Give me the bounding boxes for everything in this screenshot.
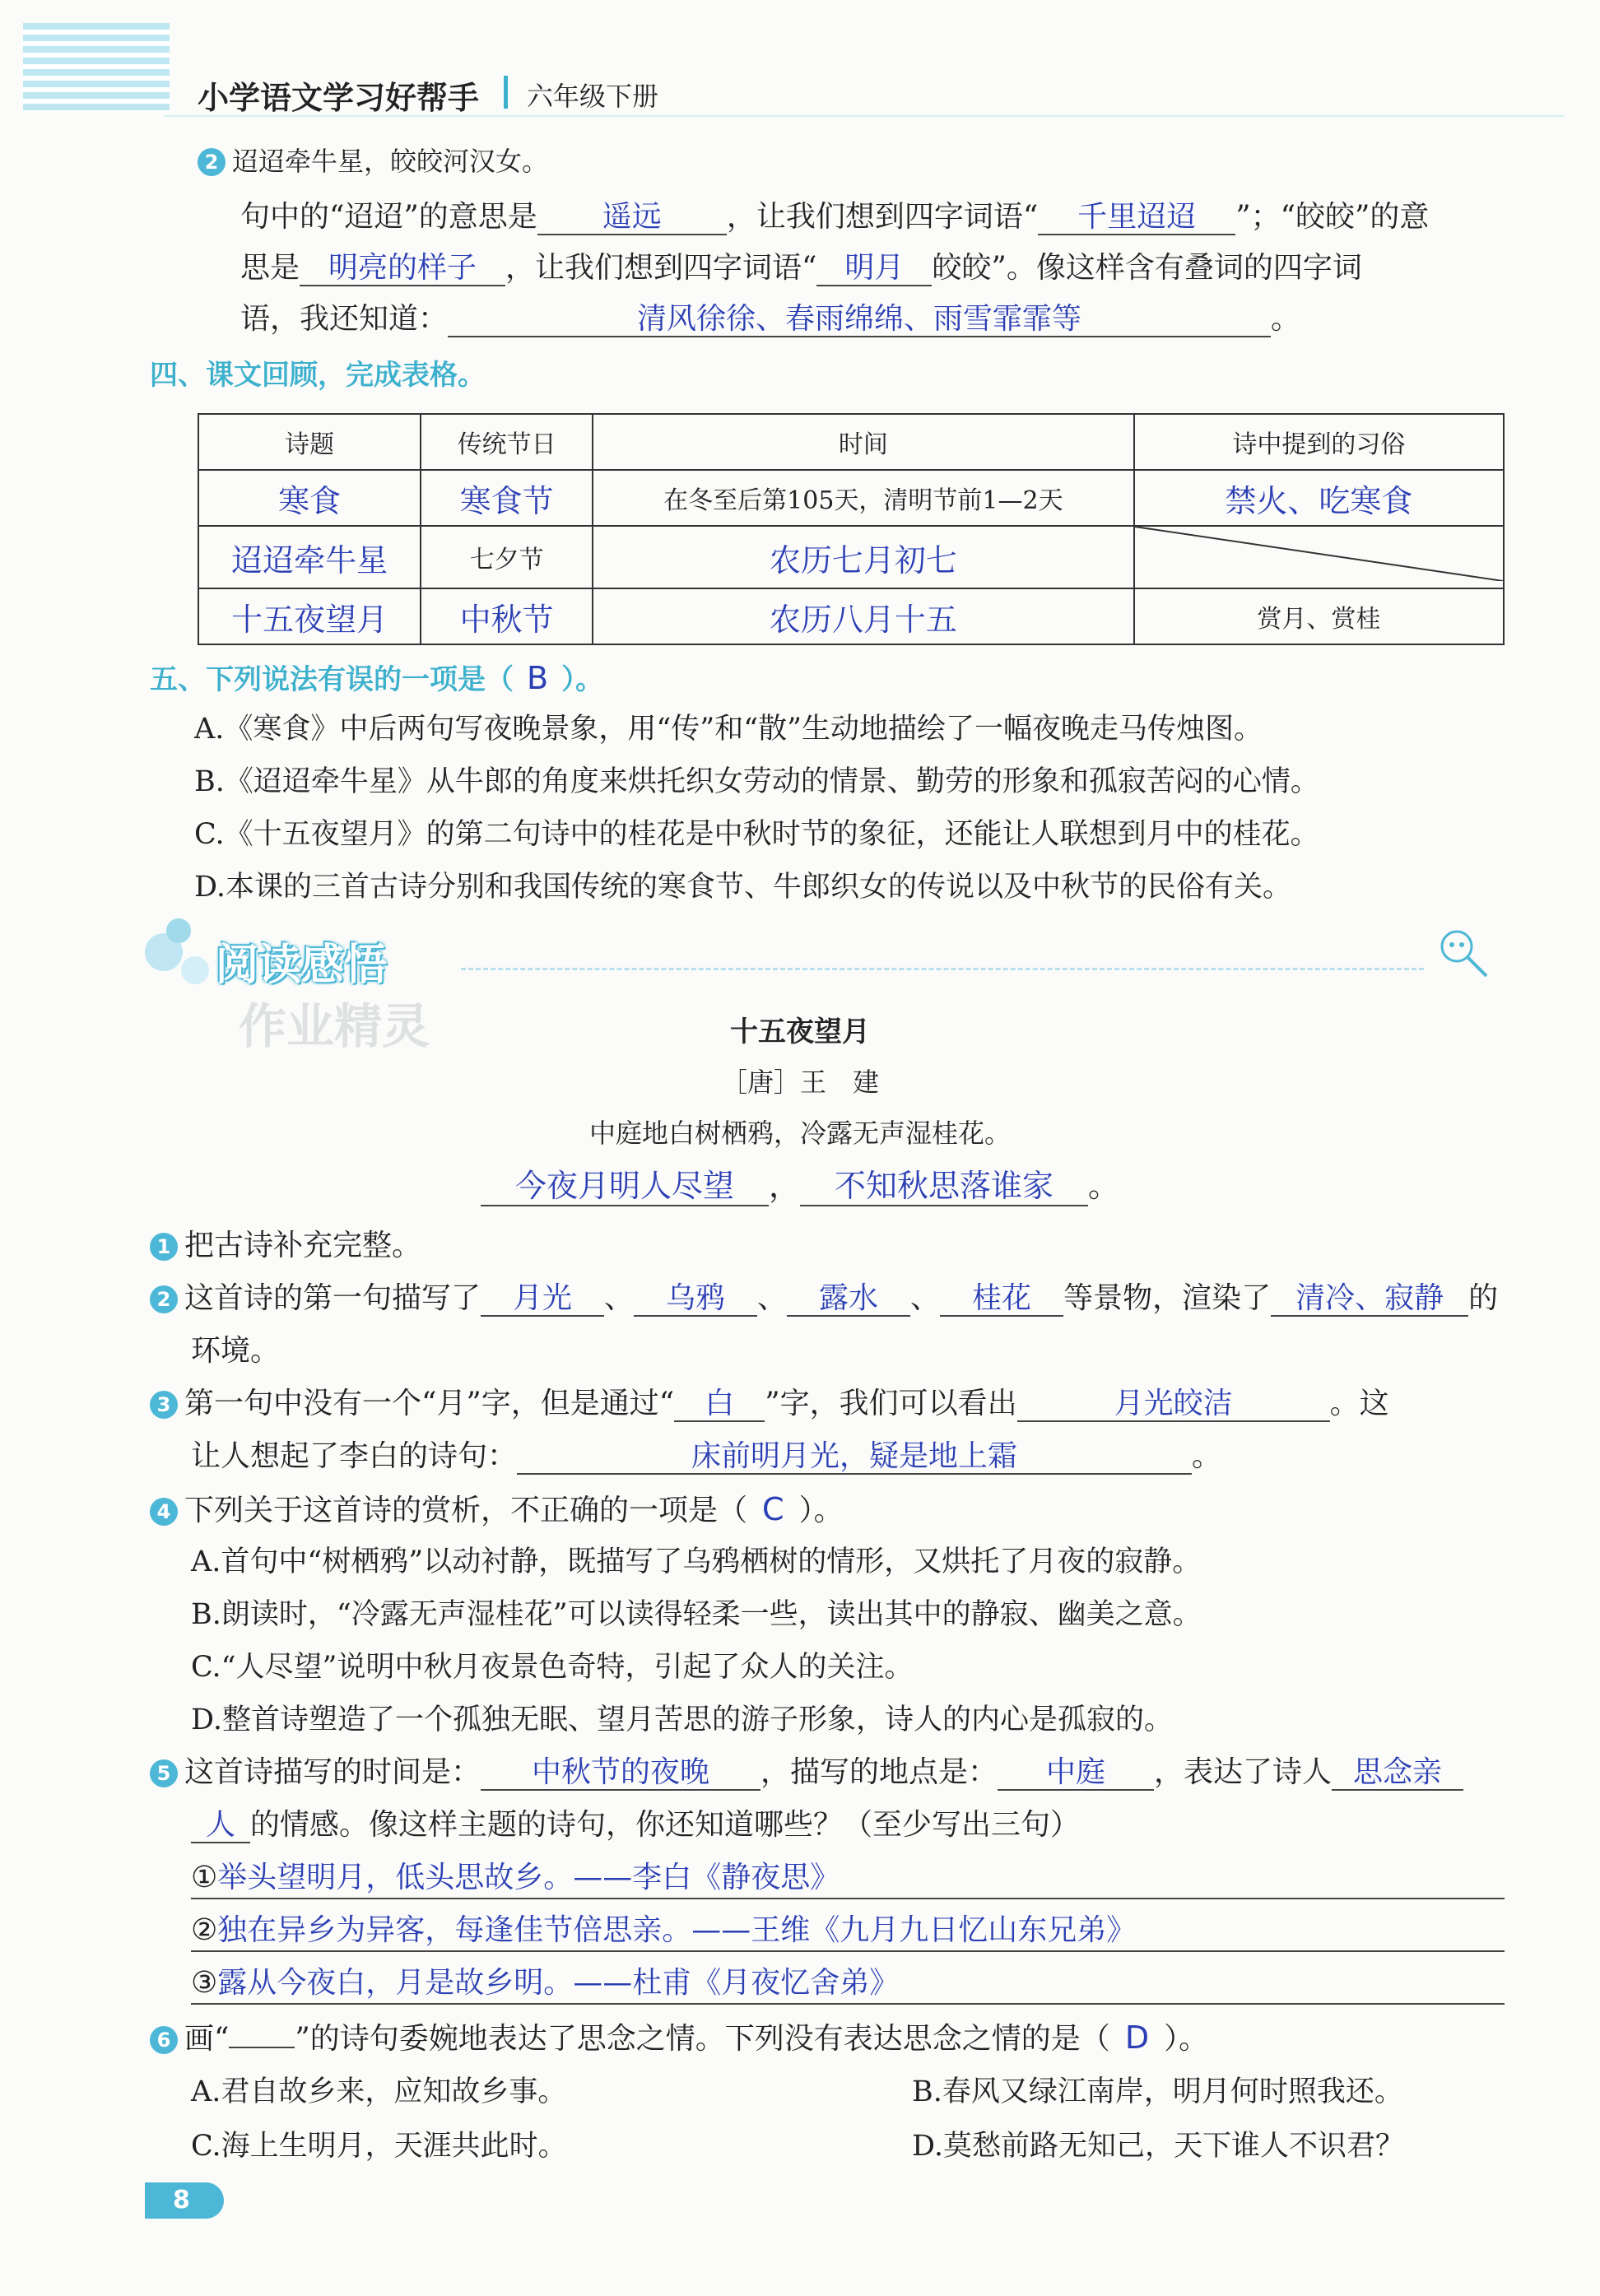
- table-cell[interactable]: 农历八月十五: [593, 588, 1134, 644]
- answer-blank[interactable]: 桂花: [940, 1281, 1063, 1317]
- question-5: [150, 1753, 1463, 1792]
- question-2: [150, 1279, 1498, 1318]
- text: ①: [191, 1861, 218, 1894]
- text: 五、下列说法有误的一项是（: [150, 663, 514, 696]
- review-table: [198, 413, 1505, 645]
- text: ）。: [798, 1494, 844, 1527]
- question-3: [150, 1384, 1389, 1424]
- text: 把古诗补充完整。: [184, 1229, 422, 1262]
- answer-blank[interactable]: 中庭: [998, 1755, 1154, 1791]
- text: 的情感。像这样主题的诗句，你还知道哪些？（至少写出三句）: [250, 1808, 1081, 1842]
- option: B.春风又绿江南岸，明月何时照我还。: [912, 2075, 1403, 2108]
- header-stripes: [23, 23, 170, 112]
- question-1: [150, 1226, 421, 1266]
- answer-blank[interactable]: 月光皎洁: [1017, 1387, 1330, 1422]
- header-grade: 六年级下册: [527, 81, 659, 112]
- answer-blank[interactable]: 床前明月光，疑是地上霜: [517, 1439, 1192, 1475]
- text: 思是: [240, 251, 300, 285]
- option: C.海上生明月，天涯共此时。: [191, 2130, 567, 2163]
- table-row: [198, 588, 1504, 644]
- table-cell[interactable]: 禁火、吃寒食: [1134, 470, 1504, 526]
- underline-sample: [229, 2047, 295, 2048]
- answer-blank[interactable]: 明月: [816, 251, 932, 286]
- text: 语，我还知道：: [240, 302, 449, 336]
- question-number-badge: 6: [150, 2026, 178, 2054]
- text: 、: [910, 1281, 941, 1315]
- text: 。: [1271, 302, 1301, 336]
- question-5-cont: [191, 1806, 1080, 1845]
- question-number-badge: 2: [150, 1285, 178, 1313]
- text: ”；“皎皎”的意: [1235, 200, 1430, 234]
- text: ，: [768, 1168, 800, 1204]
- table-cell[interactable]: 十五夜望月: [198, 588, 421, 644]
- table-cell[interactable]: 寒食: [198, 470, 421, 526]
- option: B.朗读时，“冷露无声湿桂花”可以读得轻柔一些，读出其中的静寂、幽美之意。: [191, 1598, 1202, 1631]
- answer-blank[interactable]: 遥远: [537, 200, 727, 235]
- table-cell[interactable]: 中秋节: [421, 588, 593, 644]
- text: 第一句中没有一个“月”字，但是通过“: [184, 1387, 675, 1420]
- table-row: [198, 526, 1504, 588]
- table-header: 诗题: [198, 414, 421, 470]
- table-header: 传统节日: [421, 414, 593, 470]
- option: D.整首诗塑造了一个孤独无眠、望月苦思的游子形象，诗人的内心是孤寂的。: [191, 1703, 1173, 1736]
- text: 句中的“迢迢”的意思是: [240, 200, 537, 234]
- table-cell: 赏月、赏桂: [1134, 588, 1504, 644]
- table-header-row: [198, 414, 1504, 470]
- answer-choice[interactable]: D: [1124, 2019, 1150, 2056]
- question-number-badge: 5: [150, 1759, 178, 1787]
- handwritten-answer[interactable]: 露从今夜白，月是故乡明。——杜甫《月夜忆舍弟》: [217, 1966, 900, 2000]
- text: ，表达了诗人: [1154, 1755, 1333, 1789]
- poem-line-1: 中庭地白树栖鸦，冷露无声湿桂花。: [588, 1118, 1011, 1149]
- option: C.《十五夜望月》的第二句诗中的桂花是中秋时节的象征，还能让人联想到月中的桂花。: [194, 818, 1319, 851]
- answer-blank[interactable]: 千里迢迢: [1038, 200, 1235, 235]
- table-cell[interactable]: 寒食节: [421, 470, 593, 526]
- text: ）。: [561, 663, 604, 696]
- q2-top-line3: [240, 300, 1300, 339]
- question-4: [150, 1490, 844, 1531]
- text: ③: [191, 1966, 218, 2000]
- text: 、: [604, 1281, 635, 1315]
- answer-blank[interactable]: 明亮的样子: [300, 251, 505, 286]
- option: B.《迢迢牵牛星》从牛郎的角度来烘托织女劳动的情景、勤劳的形象和孤寂苦闷的心情。: [194, 765, 1319, 798]
- banner-title: 阅读感悟: [216, 941, 388, 990]
- table-cell: 在冬至后第105天，清明节前1—2天: [593, 470, 1134, 526]
- answer-blank[interactable]: 中秋节的夜晚: [481, 1755, 760, 1791]
- answer-blank[interactable]: 白: [674, 1387, 765, 1422]
- answer-blank[interactable]: 乌鸦: [634, 1281, 757, 1317]
- banner-dashed-rule: [461, 968, 1424, 970]
- text: 。: [1088, 1168, 1120, 1204]
- poem-title: 十五夜望月: [730, 1016, 870, 1048]
- option: A.首句中“树栖鸦”以动衬静，既描写了乌鸦栖树的情形，又烘托了月夜的寂静。: [191, 1545, 1202, 1578]
- handwritten-answer[interactable]: 独在异乡为异客，每逢佳节倍思亲。——王维《九月九日忆山东兄弟》: [217, 1913, 1137, 1947]
- q2-top-line1: [240, 198, 1429, 237]
- header-divider: [504, 76, 508, 109]
- answer-blank[interactable]: 露水: [787, 1281, 910, 1317]
- table-header: 时间: [593, 414, 1134, 470]
- section5-title: [150, 658, 603, 699]
- answer-blank[interactable]: 不知秋思落谁家: [800, 1169, 1088, 1206]
- table-cell[interactable]: 迢迢牵牛星: [198, 526, 421, 588]
- text: 、: [757, 1281, 788, 1315]
- answer-blank[interactable]: 思念亲: [1332, 1755, 1463, 1791]
- poem-fill-line: [0, 1160, 1600, 1206]
- watermark-text: 作业精灵: [239, 998, 430, 1054]
- table-cell: 七夕节: [421, 526, 593, 588]
- answer-line: [191, 1964, 1505, 2005]
- question-number-badge: 2: [198, 148, 226, 176]
- text: 。: [1192, 1439, 1222, 1473]
- text: ）。: [1164, 2022, 1209, 2056]
- answer-blank[interactable]: 月光: [481, 1281, 604, 1317]
- text: 的: [1468, 1281, 1499, 1315]
- handwritten-answer[interactable]: 举头望明月，低头思故乡。——李白《静夜思》: [217, 1861, 840, 1894]
- question-number-badge: 1: [150, 1233, 178, 1261]
- text: 这首诗描写的时间是：: [184, 1755, 481, 1789]
- table-row: [198, 470, 1504, 526]
- poem-author: ［唐］王 建: [720, 1067, 879, 1098]
- banner-bubbles-icon: [145, 918, 214, 988]
- text: 这首诗的第一句描写了: [184, 1281, 481, 1315]
- table-header: 诗中提到的习俗: [1134, 414, 1504, 470]
- text: ，让我们想到四字词语“: [505, 251, 817, 285]
- text: 等景物，渲染了: [1063, 1281, 1272, 1315]
- answer-choice[interactable]: B: [527, 660, 549, 696]
- text: 画“: [184, 2022, 230, 2056]
- text: 下列关于这首诗的赏析，不正确的一项是（: [184, 1494, 748, 1527]
- text: 让人想起了李白的诗句：: [191, 1439, 518, 1473]
- answer-blank[interactable]: 清风徐徐、春雨绵绵、雨雪霏霏等: [448, 302, 1271, 337]
- poem-line: 迢迢牵牛星，皎皎河汉女。: [232, 146, 549, 177]
- option: C.“人尽望”说明中秋月夜景色奇特，引起了众人的关注。: [191, 1651, 914, 1684]
- page-number-tab: 8: [145, 2182, 224, 2219]
- table-cell[interactable]: 农历七月初七: [593, 526, 1134, 588]
- answer-blank[interactable]: 今夜月明人尽望: [481, 1169, 769, 1206]
- question-number-badge: 4: [150, 1498, 178, 1526]
- option: A.君自故乡来，应知故乡事。: [191, 2075, 567, 2108]
- diagonal-strike: [1135, 527, 1503, 581]
- answer-line: [191, 1858, 1505, 1899]
- text: ②: [191, 1913, 218, 1947]
- text: ”的诗句委婉地表达了思念之情。下列没有表达思念之情的是（: [295, 2022, 1110, 2056]
- answer-choice[interactable]: C: [762, 1491, 784, 1527]
- text: 。这: [1329, 1387, 1389, 1420]
- question-number-badge: 3: [150, 1391, 178, 1419]
- text: ”字，我们可以看出: [765, 1387, 1017, 1420]
- option: A.《寒食》中后两句写夜晚景象，用“传”和“散”生动地描绘了一幅夜晚走马传烛图。: [194, 713, 1263, 746]
- answer-blank[interactable]: 人: [191, 1808, 250, 1843]
- header-title: 小学语文学习好帮手: [198, 80, 480, 116]
- text: ，让我们想到四字词语“: [726, 200, 1039, 234]
- question-6: [150, 2018, 1208, 2059]
- answer-line: [191, 1911, 1505, 1952]
- magnifier-figure-icon: [1432, 922, 1498, 991]
- q2-top-poem: [198, 142, 548, 181]
- answer-blank[interactable]: 清冷、寂静: [1271, 1281, 1468, 1317]
- table-cell-empty: [1134, 526, 1504, 588]
- section4-title: 四、课文回顾，完成表格。: [150, 359, 486, 392]
- q2-top-line2: [240, 249, 1362, 288]
- question-3-cont: [191, 1437, 1221, 1476]
- option: D.莫愁前路无知己，天下谁人不识君？: [912, 2130, 1404, 2163]
- option: D.本课的三首古诗分别和我国传统的寒食节、牛郎织女的传说以及中秋节的民俗有关。: [194, 871, 1291, 904]
- question-2-cont: 环境。: [191, 1334, 281, 1368]
- text: 皎皎”。像这样含有叠词的四字词: [932, 251, 1362, 285]
- text: ，描写的地点是：: [760, 1755, 998, 1789]
